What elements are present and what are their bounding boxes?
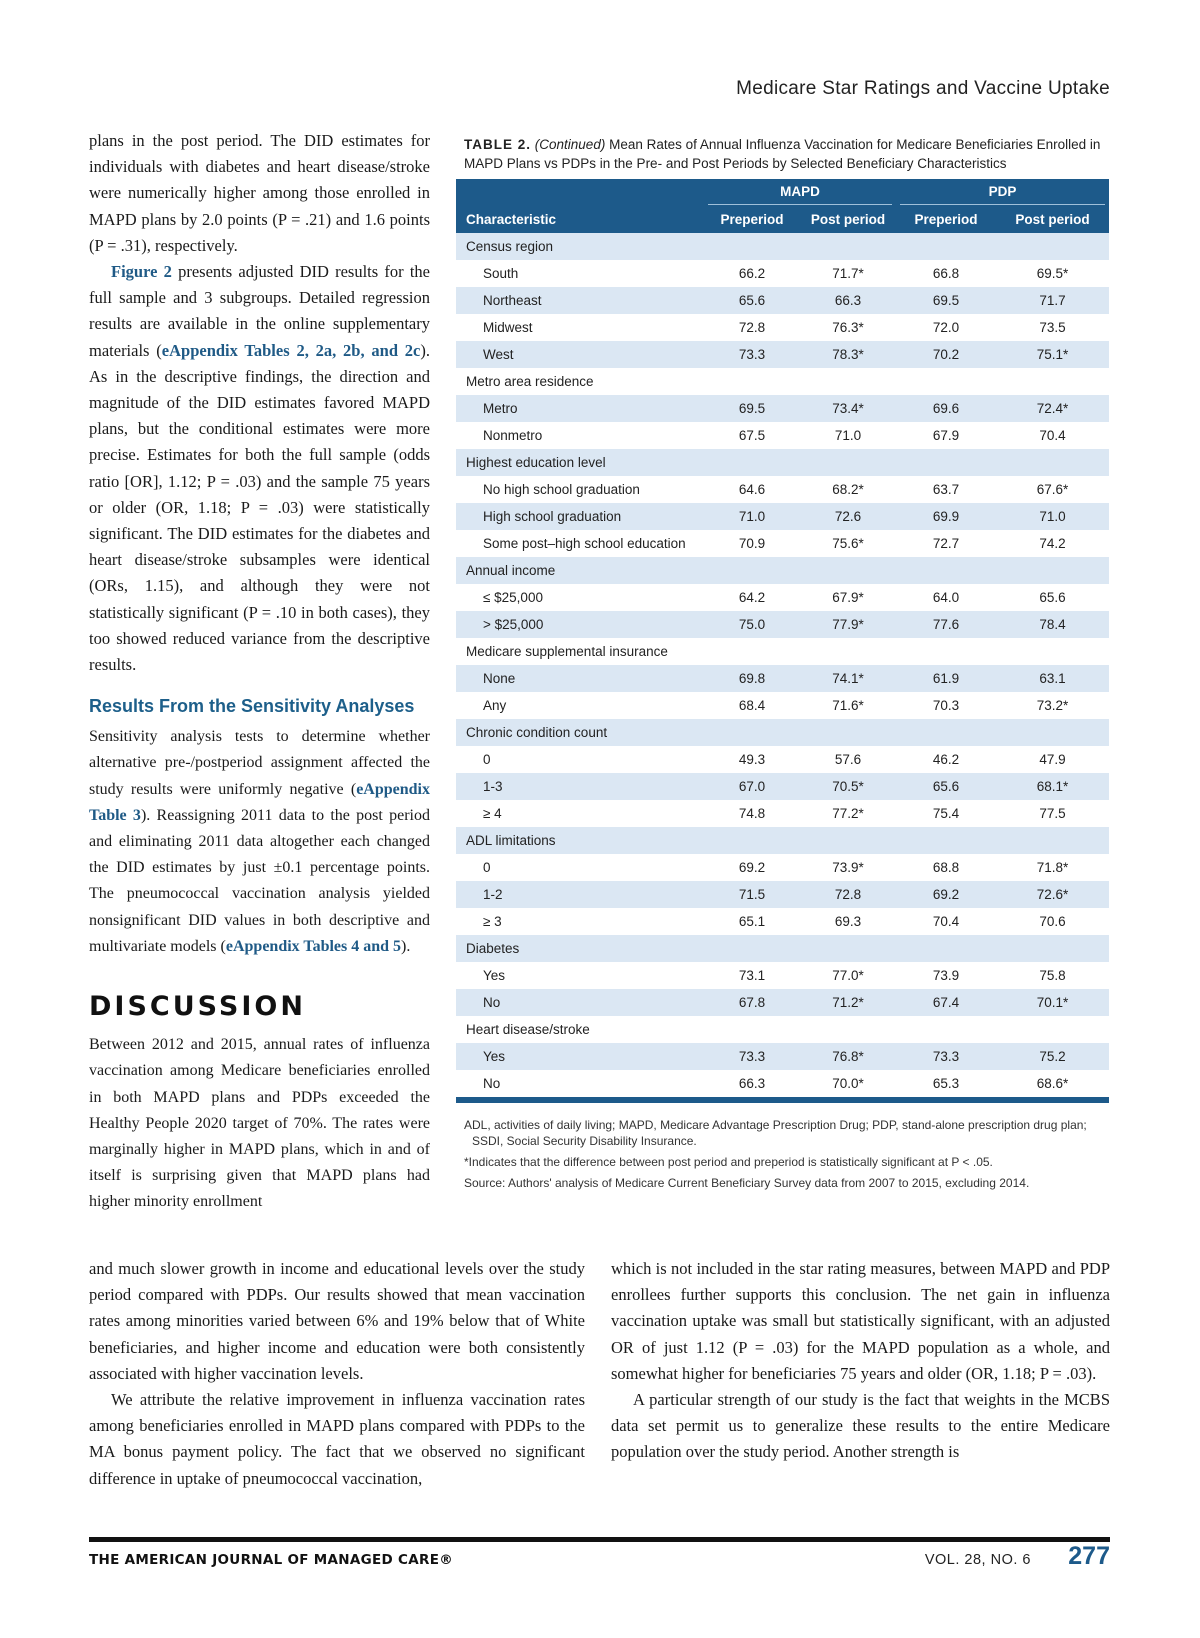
cell-pdp-preperiod: 65.6: [932, 779, 960, 794]
eappendix-tables-4-5-link[interactable]: eAppendix Tables 4 and 5: [225, 937, 402, 955]
eappendix-tables-2-link[interactable]: eAppendix Tables 2, 2a, 2b, and 2c: [161, 340, 421, 360]
cell-pdp-post-period: 73.2*: [1036, 698, 1069, 713]
table-body: [456, 233, 1109, 1100]
paragraph-text: ). As in the descriptive findings, the direction and magnitude of the DID estimates favored MAPD plans, but the conditional estimates were more precise. Estimates for both the full sample (odds ratio [OR], 1.12; P = .03) and the sample 75 years or older (OR, 1.18; P = .03) were statistically significant. The DID estimates for the diabetes and heart disease/stroke subsamples were identical (ORs, 1.15), and although they were not statistically significant (P = .10 in both cases), they too showed reduced variance from the descriptive results.: [89, 340, 431, 675]
header-mapd-post-period: Post period: [810, 212, 886, 227]
paragraph-text: ). Reassigning 2011 data to the post period and eliminating 2011 data altogether each changed the DID estimates by just ±0.1 percentage points. The pneumococcal vaccination analysis yielded nonsignificant DID values in both descriptive and multivariate models (: [89, 806, 431, 955]
paragraph-conclusion-support: which is not included in the star rating measures, between MAPD and PDP enrollees further supports this conclusion. The net gain in influenza vaccination uptake was small but statistically significant, with an adjusted OR of just 1.12 (P = .03) for the MAPD population as a whole, and somewhat higher for beneficiaries 75 years and older (OR, 1.18; P = .03).: [611, 1259, 1110, 1383]
table-section-row: [456, 1016, 1109, 1043]
row-label: 1-2: [483, 887, 503, 902]
table-row: [456, 800, 1109, 827]
cell-mapd-post-period: 71.2*: [832, 995, 864, 1010]
section-label: Annual income: [466, 563, 556, 578]
cell-pdp-preperiod: 69.9: [932, 509, 960, 524]
table-row: [456, 692, 1109, 719]
cell-pdp-post-period: 71.8*: [1036, 860, 1069, 875]
section-label: Diabetes: [466, 941, 520, 956]
cell-pdp-preperiod: 73.9: [932, 968, 960, 983]
row-label: High school graduation: [483, 509, 622, 524]
section-label: Medicare supplemental insurance: [466, 644, 668, 659]
cell-pdp-preperiod: 73.3: [932, 1049, 960, 1064]
table-section-row: [456, 827, 1109, 854]
section-label: Census region: [466, 239, 554, 254]
cell-pdp-preperiod: 46.2: [932, 752, 960, 767]
row-label: None: [483, 671, 516, 686]
cell-mapd-preperiod: 71.0: [738, 509, 766, 524]
cell-pdp-preperiod: 70.4: [932, 914, 960, 929]
cell-mapd-post-period: 72.8: [834, 887, 862, 902]
cell-mapd-post-period: 71.6*: [832, 698, 864, 713]
cell-mapd-preperiod: 69.5: [738, 401, 766, 416]
cell-pdp-preperiod: 77.6: [932, 617, 960, 632]
table-section-row: [456, 233, 1109, 260]
row-label: Nonmetro: [483, 428, 543, 443]
cell-mapd-post-period: 76.8*: [832, 1049, 864, 1064]
cell-pdp-post-period: 74.2: [1039, 536, 1066, 551]
cell-mapd-preperiod: 72.8: [738, 320, 766, 335]
table-row: [456, 1043, 1109, 1070]
cell-mapd-preperiod: 49.3: [738, 752, 766, 767]
row-label: Any: [483, 698, 507, 713]
table-section-row: [456, 719, 1109, 746]
row-label: 1-3: [483, 779, 503, 794]
paragraph-discussion: Between 2012 and 2015, annual rates of influenza vaccination among Medicare beneficiaries enrolled in both MAPD plans and PDPs exceeded the Healthy People 2020 target of 70%. The rates were marginally higher in MAPD plans, which in and of itself is surprising given that MAPD plans had higher minority enrollment: [89, 1036, 430, 1211]
cell-pdp-post-period: 78.4: [1039, 617, 1066, 632]
row-label: ≥ 4: [483, 806, 502, 821]
cell-pdp-preperiod: 65.3: [896, 1070, 996, 1100]
table-row: [456, 854, 1109, 881]
cell-mapd-post-period: 71.0: [834, 428, 862, 443]
cell-mapd-post-period: 71.7*: [832, 266, 864, 281]
cell-pdp-post-period: 68.6*: [996, 1070, 1109, 1100]
paragraph-sensitivity: [89, 724, 430, 960]
paragraph-figure-2: [89, 259, 430, 678]
row-label: 0: [483, 860, 491, 875]
cell-mapd-post-period: 69.3: [834, 914, 862, 929]
section-heading-discussion: DISCUSSION: [89, 991, 306, 1023]
cell-pdp-post-period: 75.1*: [1036, 347, 1069, 362]
row-label: West: [483, 347, 514, 362]
page-number: 277: [1068, 1542, 1110, 1570]
header-group-pdp: PDP: [896, 179, 1109, 206]
cell-pdp-post-period: 47.9: [1039, 752, 1066, 767]
table-label: TABLE 2.: [464, 137, 532, 152]
table-row: [456, 773, 1109, 800]
cell-mapd-post-period: 67.9*: [832, 590, 864, 605]
row-label: > $25,000: [483, 617, 544, 632]
cell-pdp-post-period: 75.2: [1039, 1049, 1066, 1064]
journal-name: THE AMERICAN JOURNAL OF MANAGED CARE®: [89, 1552, 454, 1568]
row-label: ≥ 3: [483, 914, 502, 929]
cell-pdp-post-period: 67.6*: [1036, 482, 1069, 497]
cell-mapd-post-period: 72.6: [834, 509, 862, 524]
cell-pdp-post-period: 68.1*: [1036, 779, 1069, 794]
cell-mapd-post-period: 77.0*: [832, 968, 864, 983]
cell-mapd-preperiod: 73.1: [738, 968, 766, 983]
cell-mapd-preperiod: 64.6: [738, 482, 766, 497]
cell-pdp-post-period: 70.4: [1039, 428, 1066, 443]
cell-pdp-post-period: 75.8: [1039, 968, 1066, 983]
table-row: [456, 476, 1109, 503]
row-label: South: [483, 266, 519, 281]
table-row: [456, 611, 1109, 638]
header-characteristic: Characteristic: [466, 212, 557, 227]
table-continued: (Continued): [534, 137, 606, 152]
cell-mapd-post-period: 78.3*: [832, 347, 864, 362]
cell-mapd-post-period: 66.3: [834, 293, 862, 308]
cell-mapd-preperiod: 65.1: [738, 914, 766, 929]
table-caption: [456, 135, 1109, 173]
table-row: [456, 503, 1109, 530]
cell-pdp-preperiod: 72.0: [932, 320, 960, 335]
section-label: ADL limitations: [466, 833, 556, 848]
table-row: [456, 908, 1109, 935]
table-row: [456, 746, 1109, 773]
cell-mapd-post-period: 77.9*: [832, 617, 864, 632]
row-label: No: [483, 995, 501, 1010]
section-label: Highest education level: [466, 455, 606, 470]
cell-mapd-post-period: 73.4*: [832, 401, 864, 416]
paragraph-minority-rates: and much slower growth in income and educational levels over the study period compared with PDPs. Our results showed that mean vaccination rates among minorities varied between 6% and 19% below that of White beneficiaries, and higher income and education were both consistently associated with higher vaccination levels.: [89, 1259, 585, 1383]
paragraph-did-estimates: plans in the post period. The DID estimates for individuals with diabetes and heart disease/stroke were numerically higher among those enrolled in MAPD plans by 2.0 points (P = .21) and 1.6 points (P = .31), respectively.: [89, 131, 430, 255]
figure-2-link[interactable]: Figure 2: [111, 262, 172, 282]
table-row: [456, 584, 1109, 611]
table-note-source: Source: Authors' analysis of Medicare Current Beneficiary Survey data from 2007 to 2015, excluding 2014.: [464, 1176, 1030, 1190]
cell-mapd-preperiod: 73.3: [738, 347, 766, 362]
cell-mapd-preperiod: 71.5: [738, 887, 766, 902]
paragraph-text: ).: [401, 937, 411, 955]
cell-mapd-post-period: 75.6*: [832, 536, 864, 551]
cell-mapd-preperiod: 68.4: [738, 698, 766, 713]
volume-issue: VOL. 28, NO. 6: [924, 1552, 1031, 1568]
table-header-row: [456, 206, 1109, 233]
cell-pdp-preperiod: 69.6: [932, 401, 960, 416]
table-row: [456, 989, 1109, 1016]
cell-mapd-preperiod: 70.9: [738, 536, 766, 551]
row-label: ≤ $25,000: [483, 590, 543, 605]
section-heading-sensitivity: Results From the Sensitivity Analyses: [89, 696, 415, 717]
cell-mapd-preperiod: 74.8: [738, 806, 766, 821]
row-label: Midwest: [483, 320, 533, 335]
running-title: Medicare Star Ratings and Vaccine Uptake: [736, 78, 1110, 99]
cell-pdp-preperiod: 75.4: [932, 806, 960, 821]
cell-mapd-preperiod: 73.3: [738, 1049, 766, 1064]
cell-mapd-post-period: 77.2*: [832, 806, 864, 821]
table-section-row: [456, 368, 1109, 395]
left-column: [89, 128, 430, 1216]
cell-mapd-post-period: 74.1*: [832, 671, 864, 686]
cell-mapd-preperiod: 75.0: [738, 617, 766, 632]
table-notes: [456, 1117, 1109, 1191]
cell-pdp-preperiod: 68.8: [932, 860, 960, 875]
table-row: [456, 260, 1109, 287]
eappendix-table-3-link[interactable]: eAppendix Table 3: [89, 780, 430, 824]
cell-pdp-preperiod: 64.0: [932, 590, 960, 605]
table-note-significance: *Indicates that the difference between post period and preperiod is statistically significant at P < .05.: [464, 1155, 993, 1169]
cell-pdp-post-period: 73.5: [1039, 320, 1066, 335]
cell-pdp-post-period: 72.4*: [1036, 401, 1069, 416]
cell-pdp-post-period: 63.1: [1039, 671, 1066, 686]
table-header-group-row: [456, 179, 1109, 206]
paragraph-bonus-policy: We attribute the relative improvement in influenza vaccination rates among beneficiaries enrolled in MAPD plans compared with PDPs to the MA bonus payment policy. The fact that we observed no significant difference in uptake of pneumococcal vaccination,: [89, 1390, 585, 1488]
cell-mapd-preperiod: 67.5: [738, 428, 766, 443]
cell-pdp-preperiod: 70.2: [932, 347, 960, 362]
cell-mapd-preperiod: 65.6: [738, 293, 766, 308]
table-section-row: [456, 557, 1109, 584]
cell-mapd-preperiod: 66.2: [738, 266, 766, 281]
cell-pdp-preperiod: 70.3: [932, 698, 960, 713]
table-row: [456, 530, 1109, 557]
cell-pdp-preperiod: 69.5: [932, 293, 960, 308]
cell-pdp-post-period: 72.6*: [1036, 887, 1069, 902]
cell-pdp-preperiod: 66.8: [932, 266, 960, 281]
table-row: [456, 314, 1109, 341]
row-label: No high school graduation: [483, 482, 640, 497]
table-section-row: [456, 935, 1109, 962]
table-section-row: [456, 638, 1109, 665]
paragraph-strength: A particular strength of our study is the fact that weights in the MCBS data set permit us to generalize these results to the entire Medicare population over the study period. Another strength is: [611, 1390, 1110, 1462]
cell-mapd-post-period: 70.0*: [800, 1070, 896, 1100]
cell-pdp-preperiod: 72.7: [932, 536, 960, 551]
cell-mapd-preperiod: 69.2: [738, 860, 766, 875]
table-section-row: [456, 449, 1109, 476]
row-label: No: [456, 1070, 704, 1100]
footer-rule: [89, 1537, 1110, 1542]
header-group-mapd: MAPD: [704, 179, 896, 206]
cell-mapd-preperiod: 67.8: [738, 995, 766, 1010]
cell-mapd-post-period: 68.2*: [832, 482, 864, 497]
table-caption-text: Mean Rates of Annual Influenza Vaccination for Medicare Beneficiaries Enrolled in MAPD Plans vs PDPs in the Pre- and Post Periods by Selected Beneficiary Characteristics: [464, 137, 1101, 171]
table-row: [456, 341, 1109, 368]
table-row: [456, 287, 1109, 314]
cell-mapd-post-period: 76.3*: [832, 320, 864, 335]
table-row: [456, 1070, 1109, 1100]
bottom-right-column: [611, 1256, 1110, 1466]
section-label: Metro area residence: [466, 374, 594, 389]
row-label: Yes: [483, 1049, 506, 1064]
data-table: [456, 179, 1109, 1103]
cell-mapd-post-period: 73.9*: [832, 860, 864, 875]
cell-pdp-post-period: 70.1*: [1036, 995, 1069, 1010]
section-label: Chronic condition count: [466, 725, 608, 740]
cell-pdp-post-period: 71.7: [1039, 293, 1066, 308]
cell-pdp-post-period: 77.5: [1039, 806, 1066, 821]
row-label: Some post–high school education: [483, 536, 686, 551]
header-pdp-preperiod: Preperiod: [914, 212, 978, 227]
table-row: [456, 881, 1109, 908]
cell-mapd-post-period: 70.5*: [832, 779, 864, 794]
cell-pdp-preperiod: 67.9: [932, 428, 960, 443]
cell-pdp-preperiod: 61.9: [932, 671, 960, 686]
table-2: [456, 135, 1109, 1196]
table-row: [456, 962, 1109, 989]
table-row: [456, 395, 1109, 422]
cell-mapd-post-period: 57.6: [834, 752, 862, 767]
cell-pdp-post-period: 69.5*: [1036, 266, 1069, 281]
row-label: 0: [483, 752, 491, 767]
paragraph-text: Sensitivity analysis tests to determine whether alternative pre-/postperiod assignment affected the study results were uniformly negative (: [89, 728, 430, 798]
cell-pdp-preperiod: 67.4: [932, 995, 960, 1010]
cell-pdp-preperiod: 63.7: [932, 482, 960, 497]
bottom-left-column: [89, 1256, 585, 1492]
row-label: Yes: [483, 968, 506, 983]
cell-pdp-post-period: 65.6: [1039, 590, 1066, 605]
table-note-abbreviations: ADL, activities of daily living; MAPD, Medicare Advantage Prescription Drug; PDP, stand-alone prescription drug plan; SSDI, Social Security Disability Insurance.: [464, 1118, 1087, 1148]
section-label: Heart disease/stroke: [466, 1022, 590, 1037]
cell-pdp-post-period: 71.0: [1039, 509, 1066, 524]
cell-mapd-preperiod: 67.0: [738, 779, 766, 794]
row-label: Northeast: [483, 293, 542, 308]
table-row: [456, 422, 1109, 449]
header-mapd-preperiod: Preperiod: [720, 212, 784, 227]
cell-mapd-preperiod: 69.8: [738, 671, 766, 686]
cell-mapd-preperiod: 66.3: [704, 1070, 800, 1100]
table-row: [456, 665, 1109, 692]
paragraph-text: presents adjusted DID results for the full sample and 3 subgroups. Detailed regression results are available in the online supplementary materials (: [89, 262, 430, 360]
cell-mapd-preperiod: 64.2: [738, 590, 766, 605]
header-empty: [456, 179, 704, 206]
row-label: Metro: [483, 401, 518, 416]
cell-pdp-preperiod: 69.2: [932, 887, 960, 902]
header-pdp-post-period: Post period: [1015, 212, 1090, 227]
cell-pdp-post-period: 70.6: [1039, 914, 1066, 929]
